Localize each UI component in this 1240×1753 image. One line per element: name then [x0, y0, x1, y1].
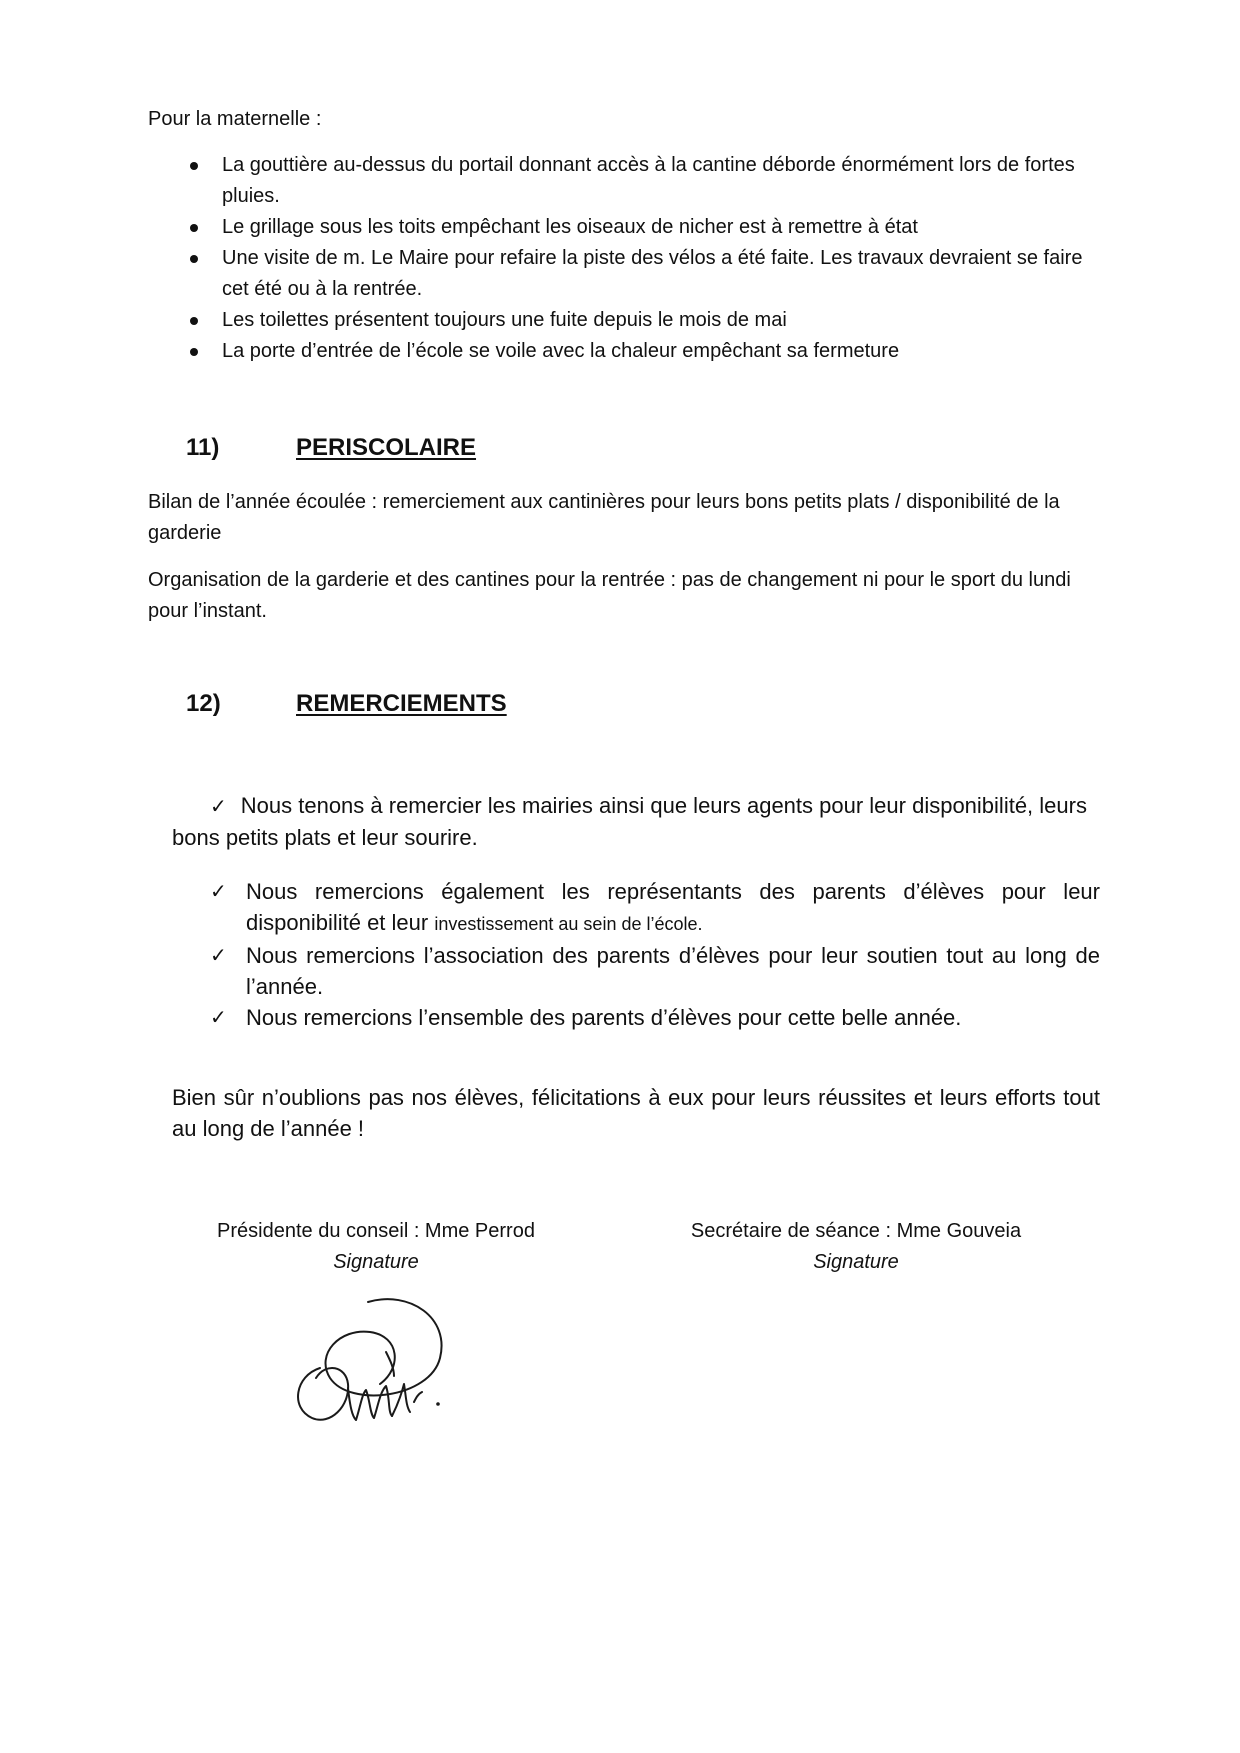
section-11-title: PERISCOLAIRE: [296, 434, 477, 461]
section-11-number: 11): [186, 434, 220, 461]
section-12-title: REMERCIEMENTS: [296, 690, 507, 717]
secretary-role: Secrétaire de séance : Mme Gouveia: [690, 1220, 1022, 1242]
handwritten-signature: [290, 1288, 460, 1438]
list-item: ✓ Nous remercions l’association des parents d’élèves pour leur soutien tout au long de l’année.: [172, 940, 1100, 1002]
check-mark-icon: ✓: [210, 1005, 227, 1029]
section-12-number: 12): [186, 690, 221, 717]
list-item: La gouttière au-dessus du portail donnant accès à la cantine déborde énormément lors de fortes pluies.: [148, 150, 1096, 212]
list-item: Les toilettes présentent toujours une fuite depuis le mois de mai: [148, 305, 1096, 336]
list-item: La porte d’entrée de l’école se voile avec la chaleur empêchant sa fermeture: [148, 336, 1096, 367]
thanks-list: [172, 876, 1100, 1033]
bullet-dot-icon: [190, 162, 198, 170]
check-mark-icon: ✓: [210, 794, 227, 818]
bullet-dot-icon: [190, 348, 198, 356]
list-item: Le grillage sous les toits empêchant les oiseaux de nicher est à remettre à état: [148, 212, 1096, 243]
thanks-mairies: ✓ Nous tenons à remercier les mairies ainsi que leurs agents pour leur disponibilité, leurs bons petits plats et leur sourire.: [172, 793, 1087, 850]
check-mark-icon: ✓: [210, 943, 227, 967]
periscolaire-bilan: Bilan de l’année écoulée : remerciement aux cantinières pour leurs bons petits plats / disponibilité de la garderie: [148, 491, 1060, 544]
bullet-dot-icon: [190, 255, 198, 263]
president-signature-label: Signature: [333, 1251, 419, 1273]
list-item: ✓ Nous remercions également les représentants des parents d’élèves pour leur disponibilité et leur investissement au sein de l’école.: [172, 876, 1100, 940]
closing-message: Bien sûr n’oublions pas nos élèves, félicitations à eux pour leurs réussites et leurs efforts tout au long de l’année !: [172, 1085, 1100, 1141]
list-item: Une visite de m. Le Maire pour refaire la piste des vélos a été faite. Les travaux devraient se faire cet été ou à la rentrée.: [148, 243, 1096, 305]
signature-block-president: [206, 1216, 546, 1278]
bullet-dot-icon: [190, 224, 198, 232]
bullet-dot-icon: [190, 317, 198, 325]
section-12-heading: [186, 689, 507, 719]
section-11-heading: [186, 433, 476, 463]
check-mark-icon: ✓: [210, 879, 227, 903]
periscolaire-organisation: Organisation de la garderie et des cantines pour la rentrée : pas de changement ni pour le sport du lundi pour l’instant.: [148, 569, 1071, 622]
president-role: Présidente du conseil : Mme Perrod: [217, 1220, 535, 1242]
list-item: ✓ Nous remercions l’ensemble des parents d’élèves pour cette belle année.: [172, 1002, 1100, 1033]
maternelle-intro: Pour la maternelle :: [148, 108, 322, 130]
secretary-signature-label: Signature: [813, 1251, 899, 1273]
signature-block-secretary: [686, 1216, 1026, 1278]
maternelle-list: [148, 150, 1096, 367]
